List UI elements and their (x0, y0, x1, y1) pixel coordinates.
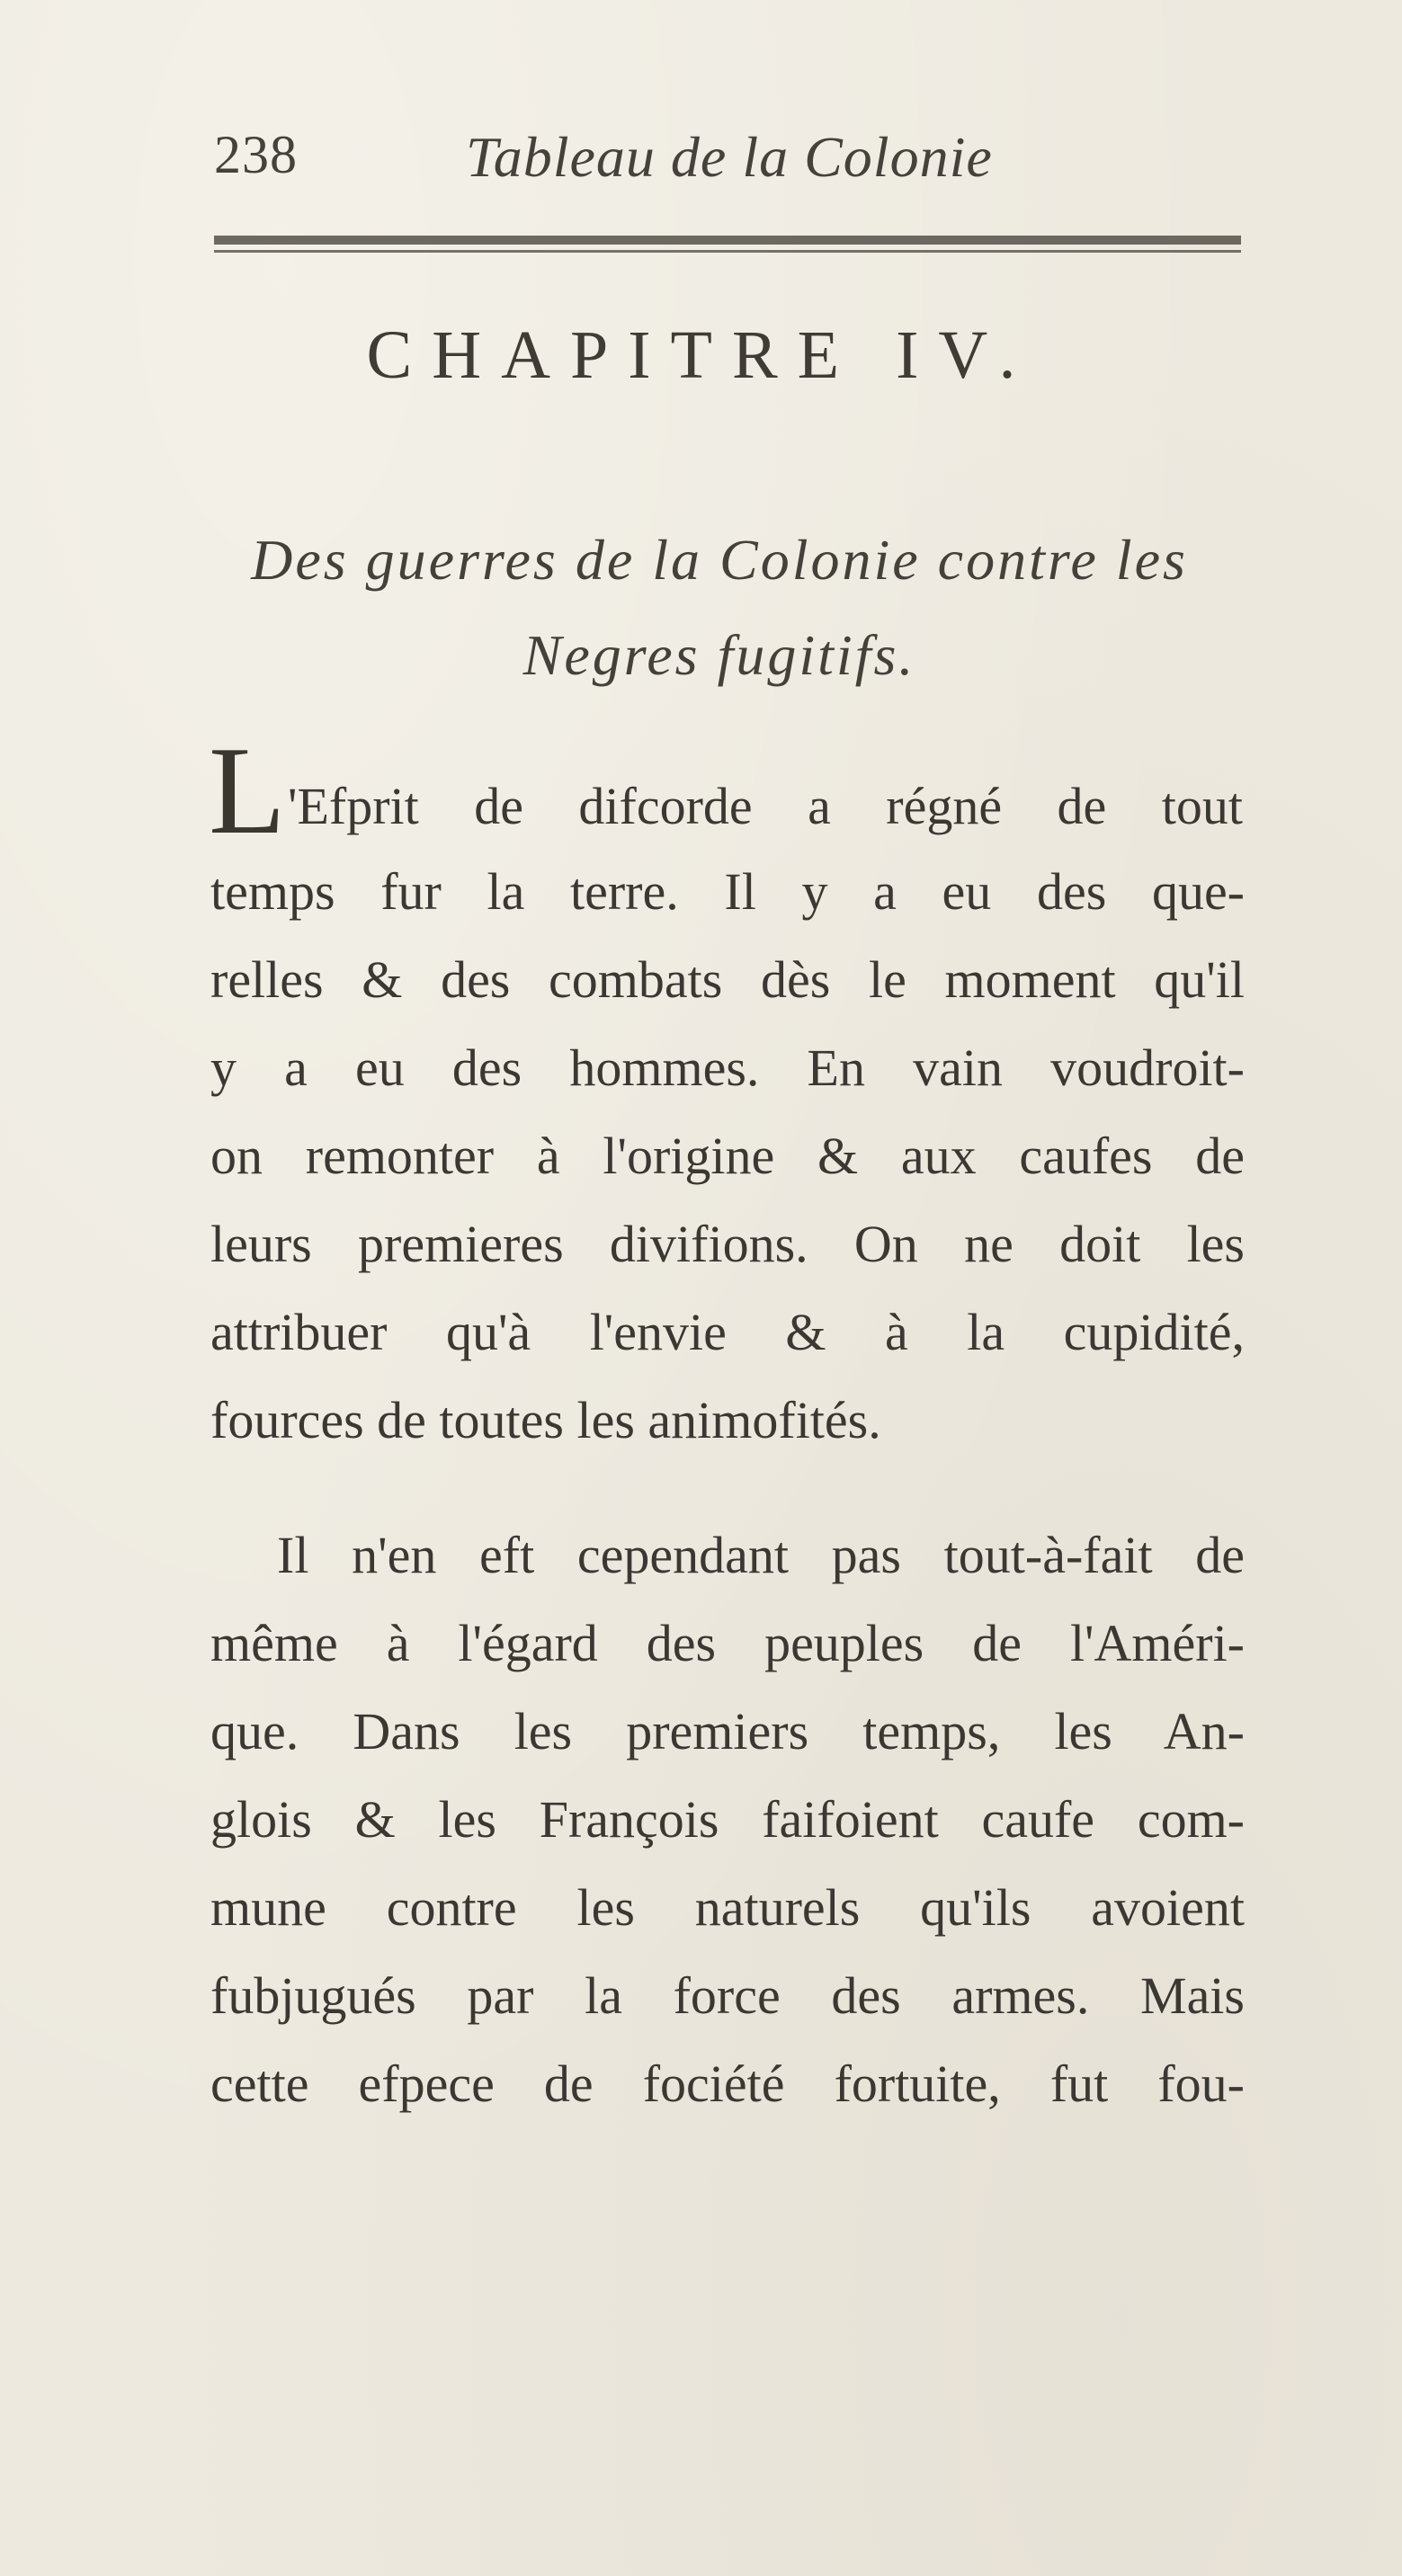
header-rule-thin (214, 250, 1241, 253)
paragraph-1-first-line: 'Efprit de difcorde a régné de tout (288, 777, 1243, 835)
paragraph-2-line: Il n'en eft cependant pas tout-à-fait de (277, 1526, 1245, 1584)
paragraph-1-line: leurs premieres divifions. On ne doit les (210, 1215, 1245, 1273)
running-head (214, 124, 1248, 196)
chapter-heading: CHAPITRE IV. (366, 317, 1036, 393)
paragraph-1-line: on remonter à l'origine & aux caufes de (210, 1127, 1245, 1185)
paragraph-2-line: même à l'égard des peuples de l'Améri- (210, 1614, 1245, 1672)
paragraph-2-line: que. Dans les premiers temps, les An- (210, 1702, 1245, 1760)
running-title: Tableau de la Colonie (466, 125, 993, 189)
paragraph-2-line: cette efpece de fociété fortuite, fut fou- (210, 2055, 1245, 2113)
page-number: 238 (214, 125, 298, 184)
paragraph-1-line: y a eu des hommes. En vain voudroit- (210, 1038, 1245, 1097)
paragraph-1-line: relles & des combats dès le moment qu'il (210, 950, 1245, 1009)
drop-cap: L (209, 721, 286, 860)
chapter-subtitle-line-1: Des guerres de la Colonie contre les (251, 528, 1188, 592)
paragraph-2-line: mune contre les naturels qu'ils avoient (210, 1878, 1245, 1937)
paragraph-2-line: fubjugués par la force des armes. Mais (210, 1966, 1245, 2025)
paragraph-1-line: temps fur la terre. Il y a eu des que- (210, 862, 1245, 921)
paragraph-2-line: glois & les François faifoient caufe com- (210, 1790, 1245, 1849)
chapter-subtitle-line-2: Negres fugitifs. (522, 623, 916, 687)
paragraph-1-line: attribuer qu'à l'envie & à la cupidité, (210, 1303, 1245, 1361)
header-rule-thick (214, 236, 1241, 245)
paragraph-1-line: fources de toutes les animofités. (210, 1391, 881, 1449)
